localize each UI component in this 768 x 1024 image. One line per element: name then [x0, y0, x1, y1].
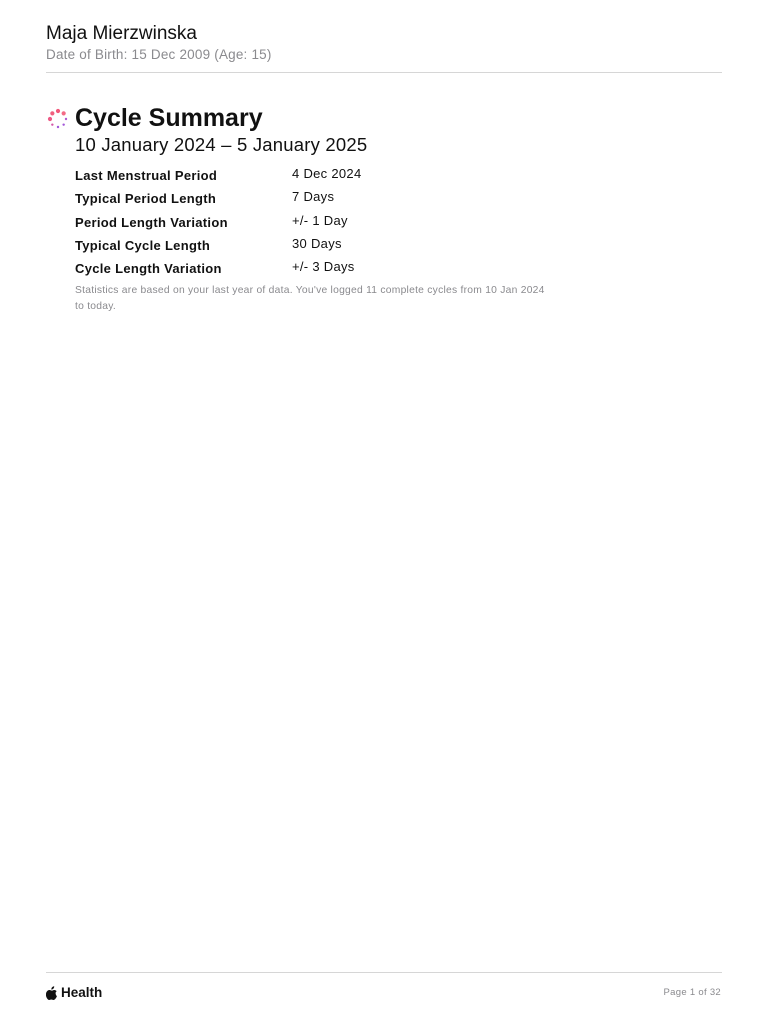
patient-name: Maja Mierzwinska	[46, 23, 197, 44]
stat-label: Typical Period Length	[75, 191, 217, 207]
section-title: Cycle Summary	[75, 104, 263, 132]
cycle-tracking-icon	[47, 108, 69, 130]
stat-row	[75, 211, 555, 234]
apple-icon	[46, 986, 58, 1000]
stat-value: 7 Days	[292, 189, 335, 205]
stat-value: 30 Days	[292, 235, 342, 251]
stat-value: +/- 1 Day	[292, 212, 348, 228]
section-date-range: 10 January 2024 – 5 January 2025	[75, 134, 368, 155]
stat-label: Period Length Variation	[75, 214, 228, 230]
footer-brand-label: Health	[61, 985, 103, 1000]
stat-row	[75, 257, 555, 280]
patient-dob: Date of Birth: 15 Dec 2009 (Age: 15)	[46, 47, 272, 62]
stats-table	[75, 164, 555, 280]
stat-row	[75, 164, 555, 187]
stats-note: Statistics are based on your last year of data. You've logged 11 complete cycles from 10 Jan 2024 to today.	[75, 285, 545, 312]
header-divider	[46, 72, 722, 73]
stat-row	[75, 187, 555, 210]
stat-label: Last Menstrual Period	[75, 168, 218, 183]
footer-divider	[46, 972, 722, 973]
stat-row	[75, 234, 555, 257]
footer-brand	[46, 984, 102, 1001]
page-number: Page 1 of 32	[663, 987, 721, 998]
patient-header	[46, 22, 722, 63]
stat-label: Typical Cycle Length	[75, 237, 211, 253]
stat-value: +/- 3 Days	[292, 259, 355, 274]
stat-value: 4 Dec 2024	[292, 166, 362, 181]
stat-label: Cycle Length Variation	[75, 261, 222, 276]
